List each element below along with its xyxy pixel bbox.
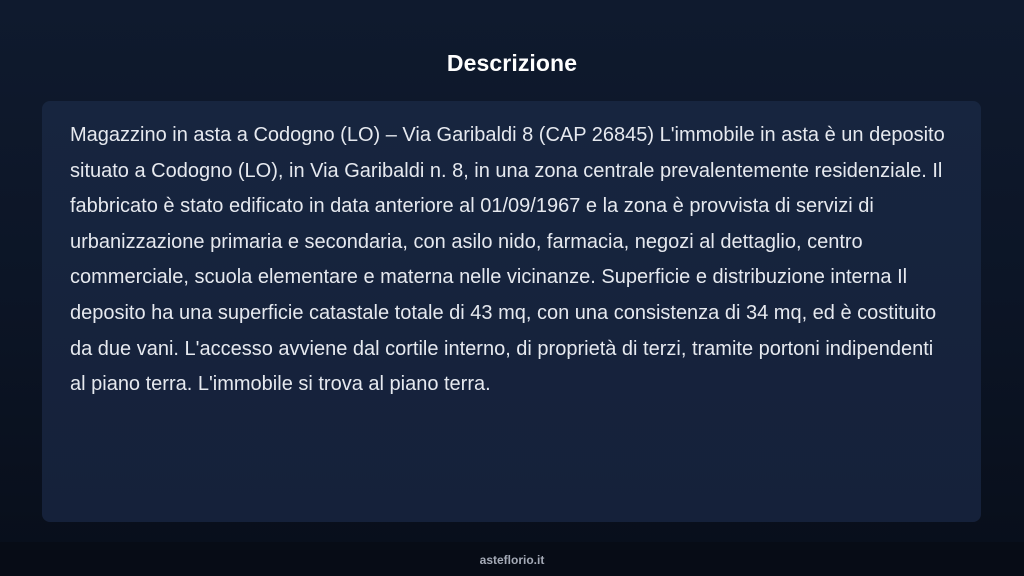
description-text: Magazzino in asta a Codogno (LO) – Via Garibaldi 8 (CAP 26845) L'immobile in asta è un deposito situato a Codogno (LO), in Via Garibaldi n. 8, in una zona centrale prevalentemente residenziale. Il fabbricato è stato edificato in data anteriore al 01/09/1967 e la zona è provvista di servizi di urbanizzazione primaria e secondaria, con asilo nido, farmacia, negozi al dettaglio, centro commerciale, scuola elementare e materna nelle vicinanze. Superficie e distribuzione interna Il deposito ha una superficie catastale totale di 43 mq, con una consistenza di 34 mq, ed è costituito da due vani. L'accesso avviene dal cortile interno, di proprietà di terzi, tramite portoni indipendenti al piano terra. L'immobile si trova al piano terra. [70,124,945,396]
footer-site-label: asteflorio.it [479,553,545,567]
description-card [42,101,981,522]
page-title: Descrizione [446,50,578,76]
